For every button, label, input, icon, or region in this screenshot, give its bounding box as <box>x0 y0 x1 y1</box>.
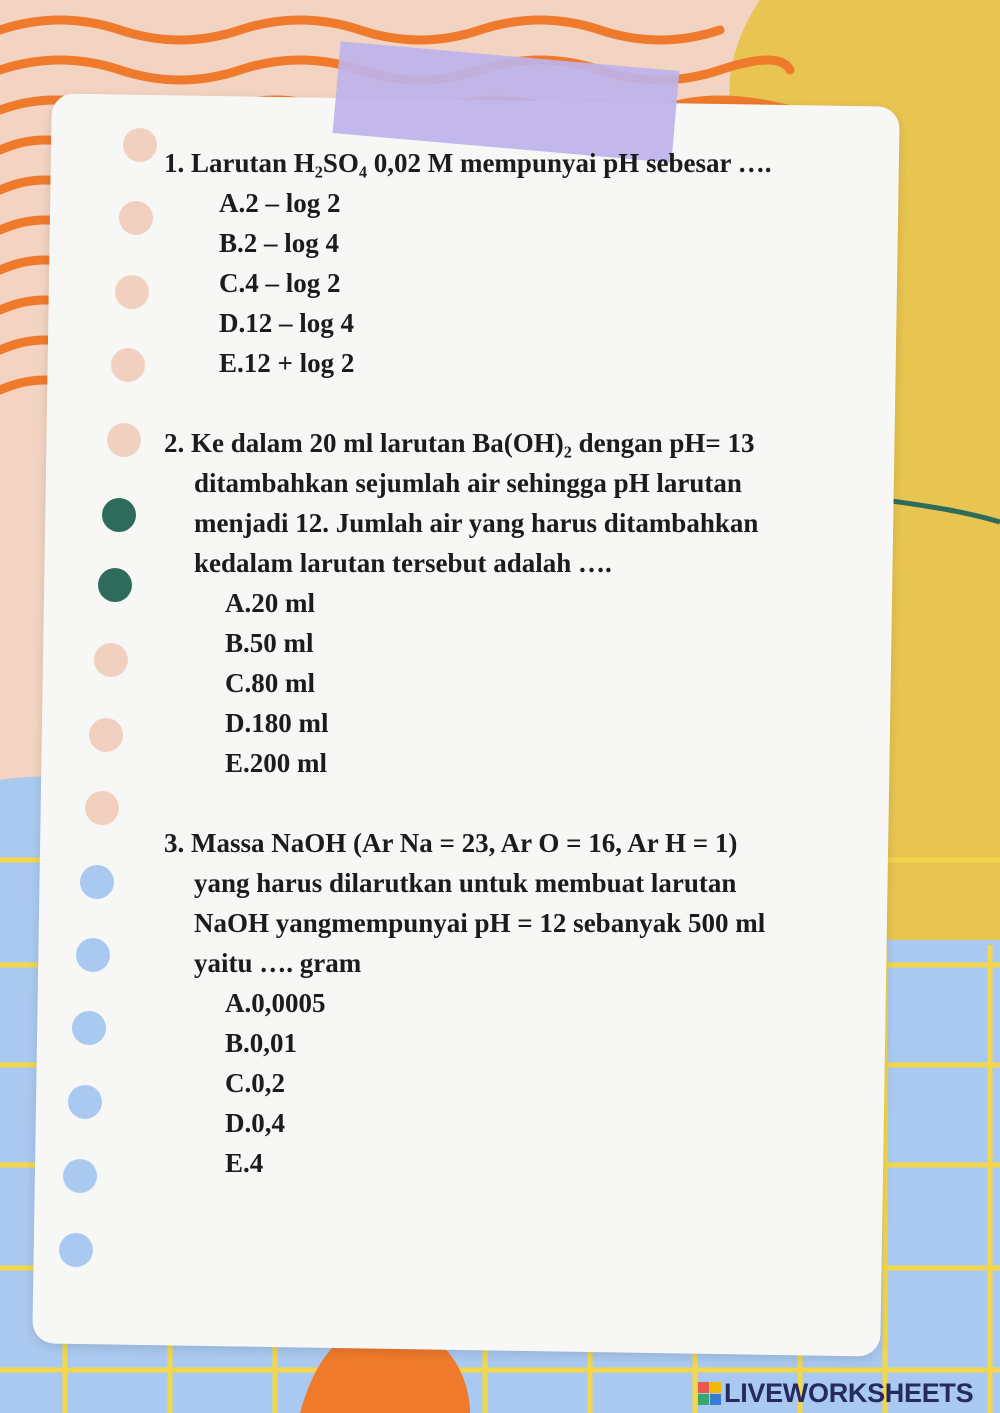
question-1-text: 1. Larutan H₂SO₄ 0,02 M mempunyai pH sebesar …. <box>164 148 772 178</box>
question-1-option-b[interactable]: B.2 – log 4 <box>219 228 340 258</box>
question-2-option-a[interactable]: A.20 ml <box>225 588 315 618</box>
question-3-text-line: yaitu …. gram <box>194 948 362 978</box>
question-1-option-a[interactable]: A.2 – log 2 <box>219 188 341 218</box>
question-3-option-c[interactable]: C.0,2 <box>225 1068 285 1098</box>
question-3-text: 3. Massa NaOH (Ar Na = 23, Ar O = 16, Ar H = 1) <box>164 828 738 858</box>
question-2-text-line: menjadi 12. Jumlah air yang harus ditambahkan <box>194 508 759 538</box>
question-1-option-e[interactable]: E.12 + log 2 <box>219 348 355 378</box>
question-3-option-b[interactable]: B.0,01 <box>225 1028 298 1058</box>
question-2-text-line: kedalam larutan tersebut adalah …. <box>194 548 612 578</box>
question-3-text-line: yang harus dilarutkan untuk membuat larutan <box>194 868 737 898</box>
question-3-text-line: NaOH yangmempunyai pH = 12 sebanyak 500 ml <box>194 908 766 938</box>
question-2-text-line: ditambahkan sejumlah air sehingga pH larutan <box>194 468 742 498</box>
liveworksheets-logo-icon <box>698 1382 722 1406</box>
question-2-option-c[interactable]: C.80 ml <box>225 668 315 698</box>
question-2-text: 2. Ke dalam 20 ml larutan Ba(OH)₂ dengan pH= 13 <box>164 428 755 458</box>
liveworksheets-logo[interactable] <box>698 1378 973 1409</box>
question-2-option-e[interactable]: E.200 ml <box>225 748 328 778</box>
question-2-option-d[interactable]: D.180 ml <box>225 708 329 738</box>
question-3-option-d[interactable]: D.0,4 <box>225 1108 285 1138</box>
liveworksheets-logo-text: LIVEWORKSHEETS <box>724 1378 974 1408</box>
question-1-option-d[interactable]: D.12 – log 4 <box>219 308 354 338</box>
question-1-option-c[interactable]: C.4 – log 2 <box>219 268 341 298</box>
question-3-option-e[interactable]: E.4 <box>225 1148 264 1178</box>
question-3-option-a[interactable]: A.0,0005 <box>225 988 326 1018</box>
question-2-option-b[interactable]: B.50 ml <box>225 628 314 658</box>
